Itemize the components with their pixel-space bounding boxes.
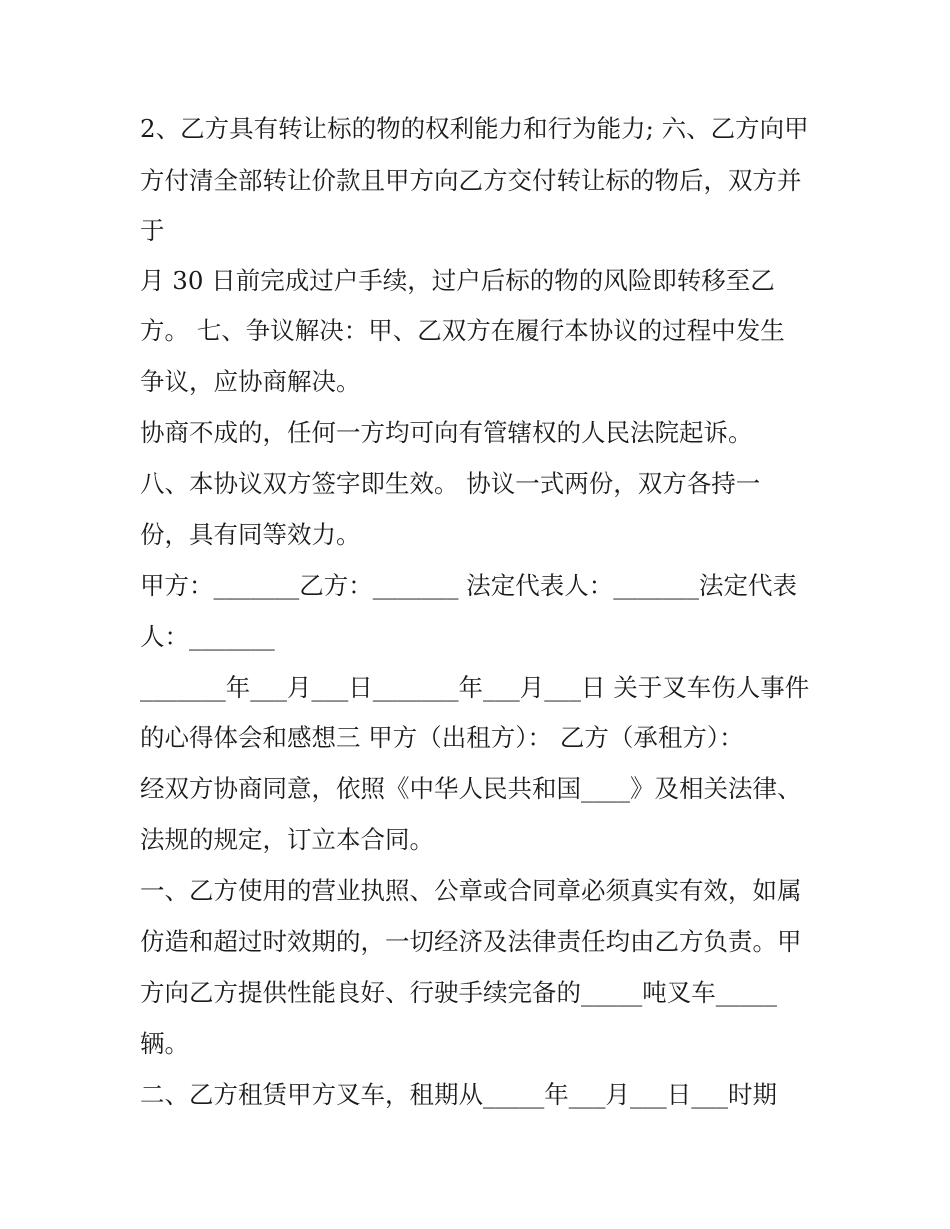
text-line: 协商不成的，任何一方均可向有管辖权的人民法院起诉。 — [140, 418, 753, 447]
text-line: 人：_______ — [140, 622, 275, 651]
text-line: 甲方：_______乙方：_______ 法定代表人：_______法定代表 — [140, 571, 798, 600]
text-line: 二、乙方租赁甲方叉车，租期从_____年___月___日___时期 — [140, 1080, 777, 1109]
text-line: 争议，应协商解决。 — [140, 367, 361, 396]
text-line: 方向乙方提供性能良好、行驶手续完备的_____吨叉车_____ — [140, 978, 777, 1007]
text-line: 辆。 — [140, 1029, 189, 1058]
text-line: 八、本协议双方签字即生效。 协议一式两份，双方各持一 — [140, 469, 761, 498]
text-line: 仿造和超过时效期的，一切经济及法律责任均由乙方负责。甲 — [140, 927, 802, 956]
text-line: _______年___月___日_______年___月___日 关于叉车伤人事件 — [140, 673, 810, 702]
text-line: 方付清全部转让价款且甲方向乙方交付转让标的物后，双方并 — [140, 166, 802, 195]
text-line: 一、乙方使用的营业执照、公章或合同章必须真实有效，如属 — [140, 876, 802, 905]
text-line: 经双方协商同意，依照《中华人民共和国____》及相关法律、 — [140, 774, 802, 803]
text-line: 2、乙方具有转让标的物的权利能力和行为能力; 六、乙方向甲 — [140, 114, 809, 143]
text-line: 方。 七、争议解决：甲、乙双方在履行本协议的过程中发生 — [140, 316, 785, 345]
text-line: 于 — [140, 216, 165, 245]
text-line: 份，具有同等效力。 — [140, 520, 361, 549]
text-line: 的心得体会和感想三 甲方（出租方）： 乙方（承租方）： — [140, 723, 744, 752]
text-line: 法规的规定，订立本合同。 — [140, 825, 434, 854]
text-line: 月 30 日前完成过户手续，过户后标的物的风险即转移至乙 — [140, 266, 775, 295]
